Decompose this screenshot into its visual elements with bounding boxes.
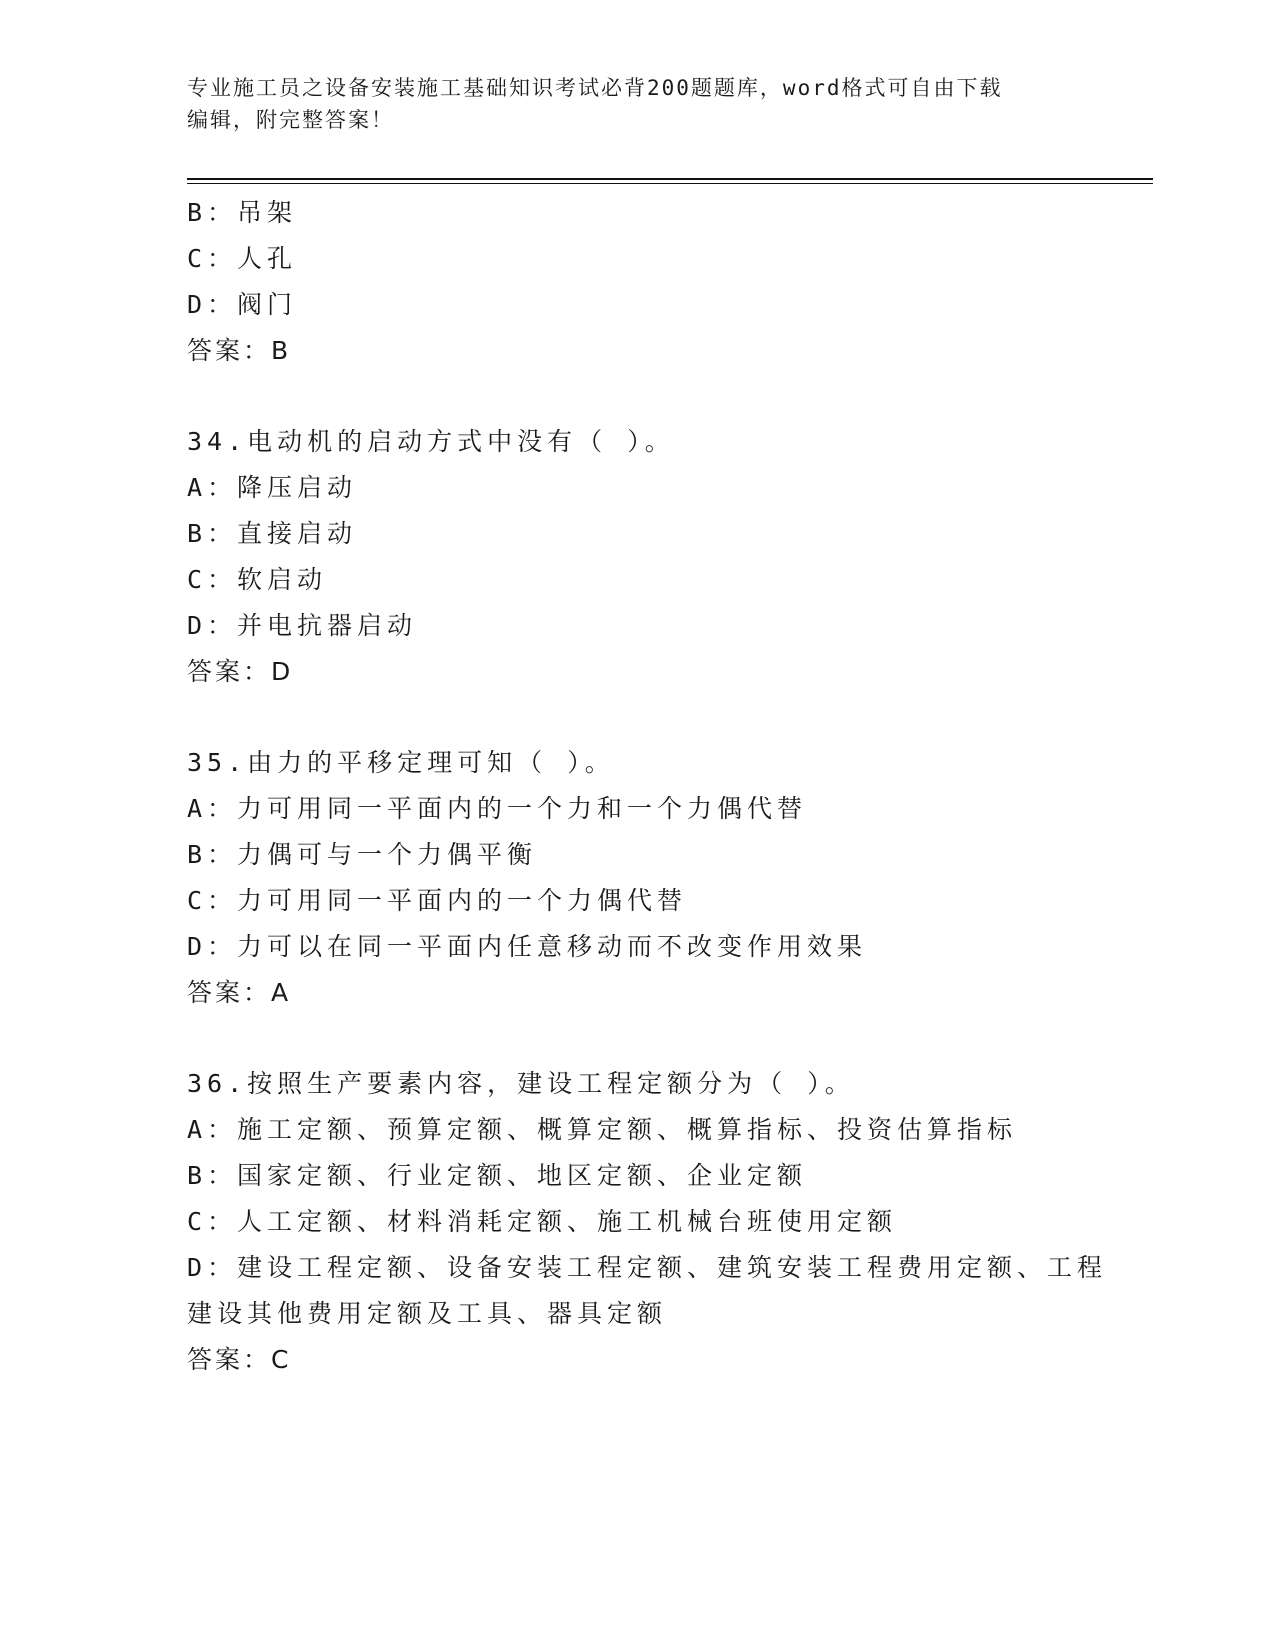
option-b: B：吊架	[187, 198, 298, 227]
option-c: C：力可用同一平面内的一个力偶代替	[187, 886, 688, 915]
option-c: C：软启动	[187, 565, 328, 594]
option-d: D：建设工程定额、设备安装工程定额、建筑安装工程费用定额、工程	[187, 1253, 1108, 1282]
question-block-33	[187, 190, 1087, 374]
answer-text: 答案：D	[187, 657, 294, 686]
question-stem: 36.按照生产要素内容，建设工程定额分为（ ）。	[187, 1069, 855, 1098]
option-b: B：国家定额、行业定额、地区定额、企业定额	[187, 1161, 808, 1190]
answer-text: 答案：A	[187, 978, 292, 1007]
header-divider	[187, 178, 1153, 180]
option-d: D：并电抗器启动	[187, 611, 418, 640]
option-a: A：力可用同一平面内的一个力和一个力偶代替	[187, 794, 808, 823]
page-header	[187, 72, 1067, 136]
option-c: C：人孔	[187, 244, 298, 273]
spacer	[187, 1016, 1087, 1061]
header-title-line-1: 专业施工员之设备安装施工基础知识考试必背200题题库，word格式可自由下载	[187, 76, 1003, 100]
answer-text: 答案：C	[187, 1345, 292, 1374]
spacer	[187, 695, 1087, 740]
option-c: C：人工定额、材料消耗定额、施工机械台班使用定额	[187, 1207, 898, 1236]
header-divider-thin	[187, 183, 1153, 184]
question-list	[187, 190, 1108, 1383]
answer-text: 答案：B	[187, 336, 292, 365]
question-block-34	[187, 419, 1087, 695]
option-b: B：力偶可与一个力偶平衡	[187, 840, 538, 869]
question-stem: 34.电动机的启动方式中没有（ ）。	[187, 427, 675, 456]
option-d: D：力可以在同一平面内任意移动而不改变作用效果	[187, 932, 868, 961]
question-block-36	[187, 1061, 1108, 1383]
option-d-continuation: 建设其他费用定额及工具、器具定额	[187, 1299, 668, 1328]
option-b: B：直接启动	[187, 519, 358, 548]
option-d: D：阀门	[187, 290, 298, 319]
spacer	[187, 374, 1087, 419]
option-a: A：施工定额、预算定额、概算定额、概算指标、投资估算指标	[187, 1115, 1018, 1144]
header-title-line-2: 编辑，附完整答案！	[187, 108, 394, 132]
option-a: A：降压启动	[187, 473, 358, 502]
question-stem: 35.由力的平移定理可知（ ）。	[187, 748, 615, 777]
question-block-35	[187, 740, 1087, 1016]
